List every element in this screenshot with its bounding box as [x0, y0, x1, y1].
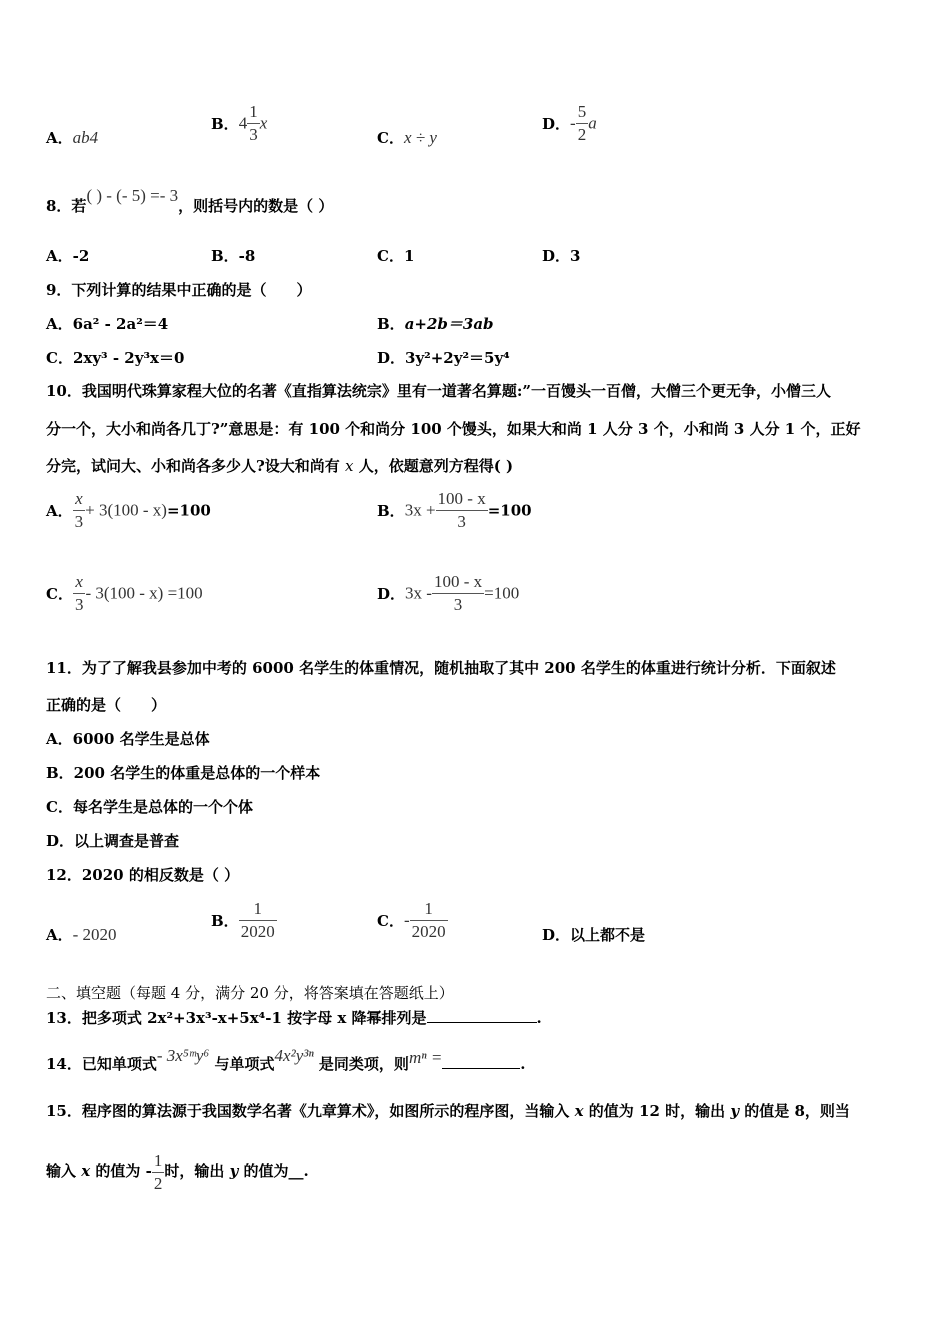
- q12-option-d: D．以上都不是: [542, 926, 646, 944]
- q9-option-c: C．2xy³ - 2y³x＝0: [46, 349, 185, 367]
- q12-option-c: C．- $\frac{1}{2020}$: [377, 899, 446, 941]
- q7-option-a: A．ab4: [46, 128, 99, 147]
- q11-line-1: 11．为了了解我县参加中考的 6000 名学生的体重情况，随机抽取了其中 200 名学生的体重进行统计分析．下面叙述: [46, 659, 836, 677]
- q10-a-fraction: $\frac{x}{3}$: [74, 489, 84, 531]
- q10-d-fraction: $\frac{100 - x}{3}$: [433, 572, 483, 614]
- q9-option-b: B．a+2b＝3ab: [377, 315, 494, 333]
- q8-stem: 8．若( ) - (- 5) =- 3，则括号内的数是（ ）: [46, 186, 334, 215]
- q10-option-d: D．3x - $\frac{100 - x}{3}$ =100: [377, 572, 520, 614]
- q15-line-2: 输入 x 的值为 - $\frac{1}{2}$ 时，输出 y 的值为__.: [46, 1150, 309, 1193]
- q13-answer-blank[interactable]: [427, 1008, 537, 1023]
- q8-option-b: B．-8: [211, 247, 256, 265]
- q7-b-fraction: $\frac{1}{3}$: [249, 102, 258, 144]
- q14-answer-blank[interactable]: [442, 1054, 520, 1069]
- q10-line-2: 分一个，大小和尚各几丁?”意思是：有 100 个和尚分 100 个馒头，如果大和尚 1 人分 3 个，小和尚 3 人分 1 个，正好: [46, 420, 861, 438]
- q9-option-a: A．6a² - 2a²＝4: [46, 315, 169, 333]
- q15-fraction: $\frac{1}{2}$: [153, 1150, 163, 1193]
- q10-line-3: 分完，试问大、小和尚各多少人?设大和尚有 x 人，依题意列方程得( ): [46, 457, 514, 475]
- q8-option-d: D．3: [542, 247, 581, 265]
- q11-option-a: A．6000 名学生是总体: [46, 730, 210, 748]
- q14-expr: mⁿ =: [408, 1048, 443, 1067]
- q7-a-expr: ab4: [72, 128, 99, 147]
- q10-c-fraction: $\frac{x}{3}$: [74, 572, 84, 614]
- q12-c-fraction: $\frac{1}{2020}$: [411, 899, 446, 941]
- q15-line-1: 15．程序图的算法源于我国数学名著《九章算术》，如图所示的程序图，当输入 x 的值为 12 时，输出 y 的值是 8，则当: [46, 1102, 850, 1120]
- q10-b-fraction: $\frac{100 - x}{3}$: [437, 489, 486, 531]
- q12-option-b: B． $\frac{1}{2020}$: [211, 899, 275, 941]
- q9-option-d: D．3y²+2y²＝5y⁴: [377, 349, 510, 367]
- q7-option-d: D．- $\frac{5}{2}$ a: [542, 102, 597, 144]
- section-2-heading: 二、填空题（每题 4 分，满分 20 分，将答案填在答题纸上）: [46, 984, 454, 1002]
- q9-stem: 9．下列计算的结果中正确的是（ ）: [46, 281, 312, 299]
- q10-option-c: C． $\frac{x}{3}$ - 3(100 - x) =100: [46, 572, 203, 614]
- q11-option-b: B．200 名学生的体重是总体的一个样本: [46, 764, 321, 782]
- q11-line-2: 正确的是（ ）: [46, 696, 167, 714]
- q8-option-c: C．1: [377, 247, 415, 265]
- q14-monomial-2: 4x²y³ⁿ: [274, 1046, 314, 1065]
- q7-d-fraction: $\frac{5}{2}$: [577, 102, 587, 144]
- q13: 13．把多项式 2x²+3x³-x+5x⁴-1 按字母 x 降幂排列是 .: [46, 1009, 542, 1027]
- q10-line-1: 10．我国明代珠算家程大位的名著《直指算法统宗》里有一道著名算题:”一百馒头一百僧，大僧三个更无争，小僧三人: [46, 382, 832, 400]
- q12-option-a: A．- 2020: [46, 925, 117, 944]
- q10-option-a: A． $\frac{x}{3}$ + 3(100 - x)=100: [46, 489, 211, 531]
- q11-option-d: D．以上调查是普查: [46, 832, 180, 850]
- q8-expr: ( ) - (- 5) =- 3: [86, 186, 179, 205]
- q7-option-c: C．x ÷ y: [377, 128, 437, 147]
- q8-option-a: A．-2: [46, 247, 90, 265]
- q11-option-c: C．每名学生是总体的一个个体: [46, 798, 253, 816]
- q14: 14．已知单项式- 3x⁵ᵐy⁶ 与单项式4x²y³ⁿ 是同类项，则mⁿ = .: [46, 1046, 526, 1073]
- q7-option-b: B．4 $\frac{1}{3}$ x: [211, 102, 268, 144]
- q12-b-fraction: $\frac{1}{2020}$: [240, 899, 275, 941]
- q14-monomial-1: - 3x⁵ᵐy⁶: [156, 1046, 210, 1065]
- q12-stem: 12．2020 的相反数是（ ）: [46, 866, 240, 884]
- q10-option-b: B．3x + $\frac{100 - x}{3}$ =100: [377, 489, 532, 531]
